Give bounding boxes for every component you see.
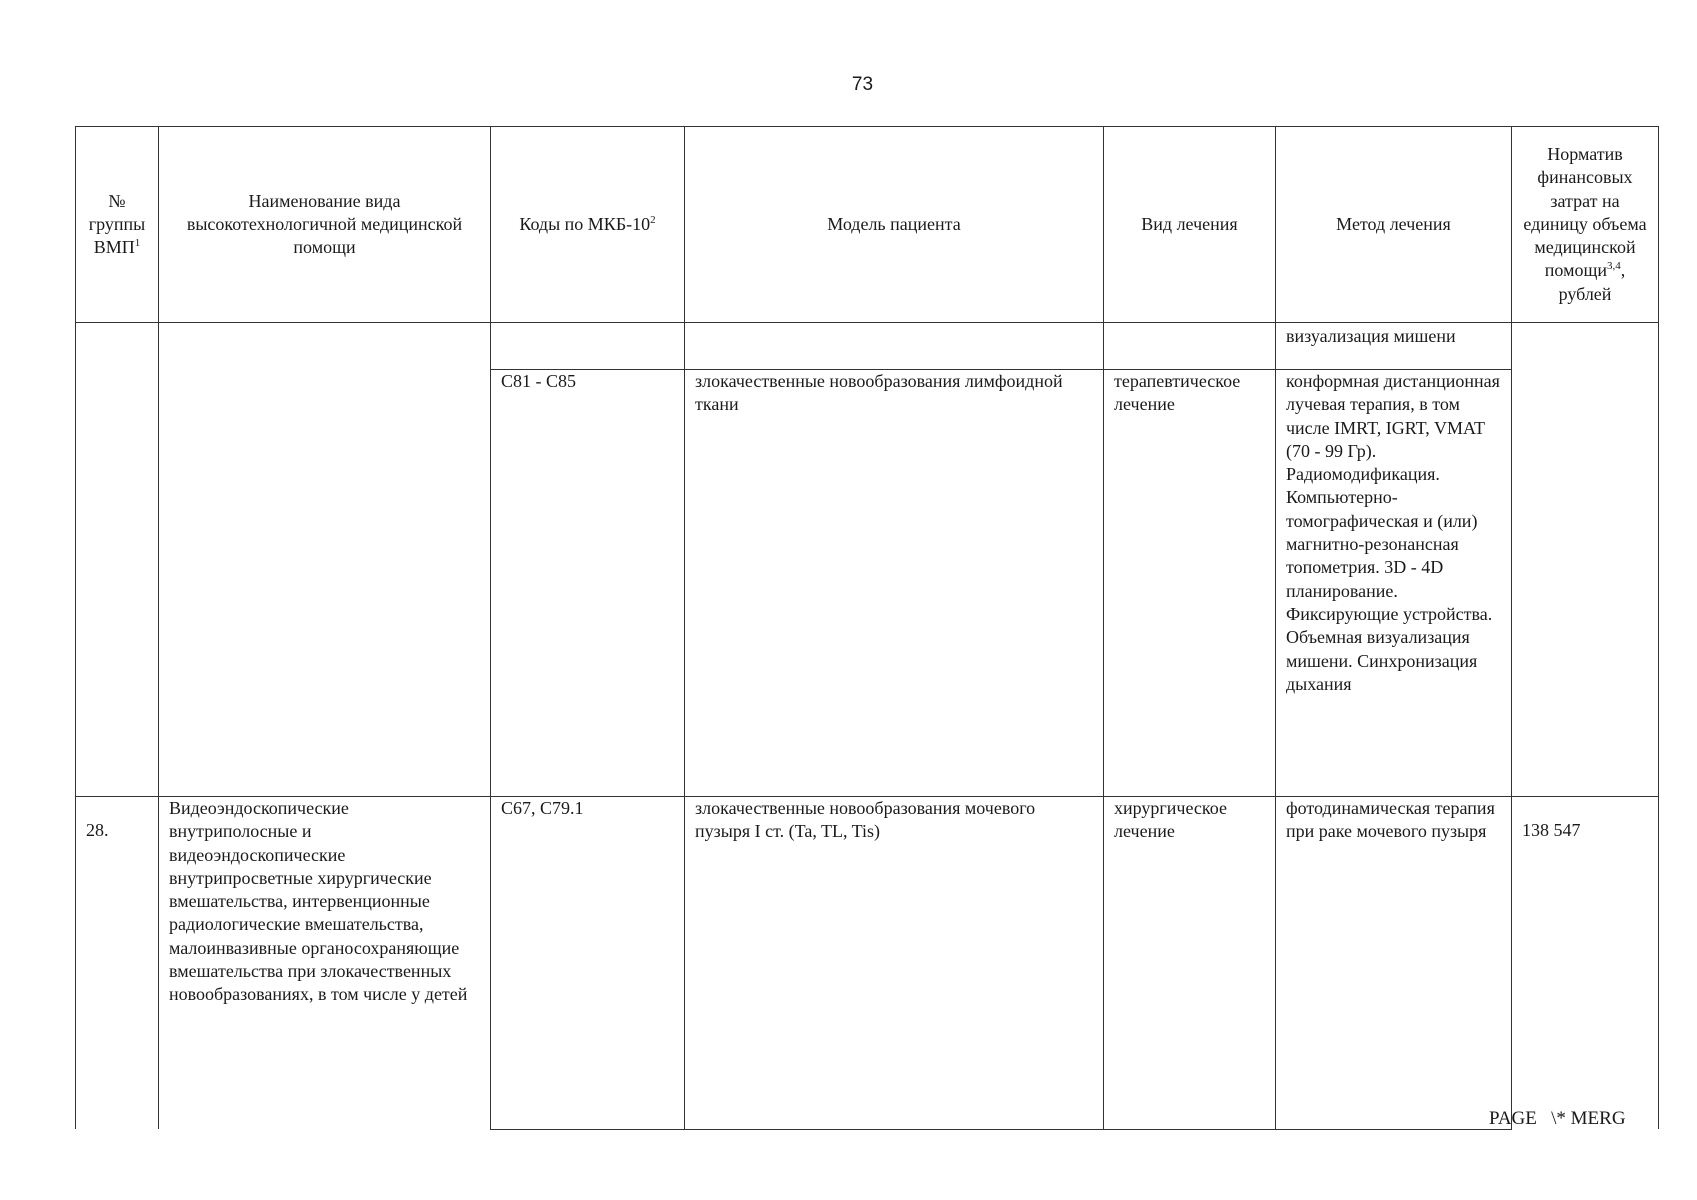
treatment-type-cell: хирургическое лечение <box>1104 797 1276 1130</box>
vmp-table <box>75 126 1659 1130</box>
page-number: 73 <box>851 74 874 95</box>
header-care-name: Наименование вида высокотехнологичной медицинской помощи <box>159 127 491 323</box>
care-name-cell <box>159 323 491 797</box>
table-row <box>76 797 1659 1130</box>
treatment-type-cell: терапевтическое лечение <box>1104 370 1276 797</box>
header-treatment-type: Вид лечения <box>1104 127 1276 323</box>
group-number-cell <box>76 323 159 797</box>
group-number-cell: 28. <box>76 797 159 1130</box>
care-name-cell: Видеоэндоскопические внутриполосные и видеоэндоскопические внутрипросветные хирургические вмешательства, интервенционные радиологические вмешательства, малоинвазивные органосохраняющие вмешательства при злокачественных новообразованиях, в том числе у детей <box>159 797 491 1130</box>
page-field-code: PAGE \* MERG <box>1489 1108 1626 1129</box>
icd-codes-cell: C67, C79.1 <box>491 797 685 1130</box>
treatment-type-cell <box>1104 323 1276 370</box>
treatment-method-cell: визуализация мишени <box>1276 323 1512 370</box>
cost-norm-cell <box>1512 323 1659 797</box>
header-group-number: № группы ВМП$^1$ <box>76 127 159 323</box>
header-icd-codes: Коды по МКБ-$10^2$ <box>491 127 685 323</box>
header-cost-norm: Норматив финансовых затрат на единицу объема медицинской помощи$^{3,4}$, рублей <box>1512 127 1659 323</box>
cost-norm-cell: 138 547 <box>1512 797 1659 1130</box>
patient-model-cell: злокачественные новообразования лимфоидной ткани <box>685 370 1104 797</box>
header-treatment-method: Метод лечения <box>1276 127 1512 323</box>
treatment-method-cell: конформная дистанционная лучевая терапия, в том числе IMRT, IGRT, VMAT (70 - 99 Гр). Радиомодификация. Компьютерно-томографическая и (или) магнитно-резонансная топометрия. 3D - 4D планирование. Фиксирующие устройства. Объемная визуализация мишени. Синхронизация дыхания <box>1276 370 1512 797</box>
patient-model-cell <box>685 323 1104 370</box>
header-patient-model: Модель пациента <box>685 127 1104 323</box>
treatment-method-cell: фотодинамическая терапия при раке мочевого пузыря <box>1276 797 1512 1130</box>
table-row <box>76 323 1659 370</box>
header-row <box>76 127 1659 323</box>
icd-codes-cell: C81 - C85 <box>491 370 685 797</box>
icd-codes-cell <box>491 323 685 370</box>
patient-model-cell: злокачественные новообразования мочевого пузыря I ст. (Ta, TL, Tis) <box>685 797 1104 1130</box>
